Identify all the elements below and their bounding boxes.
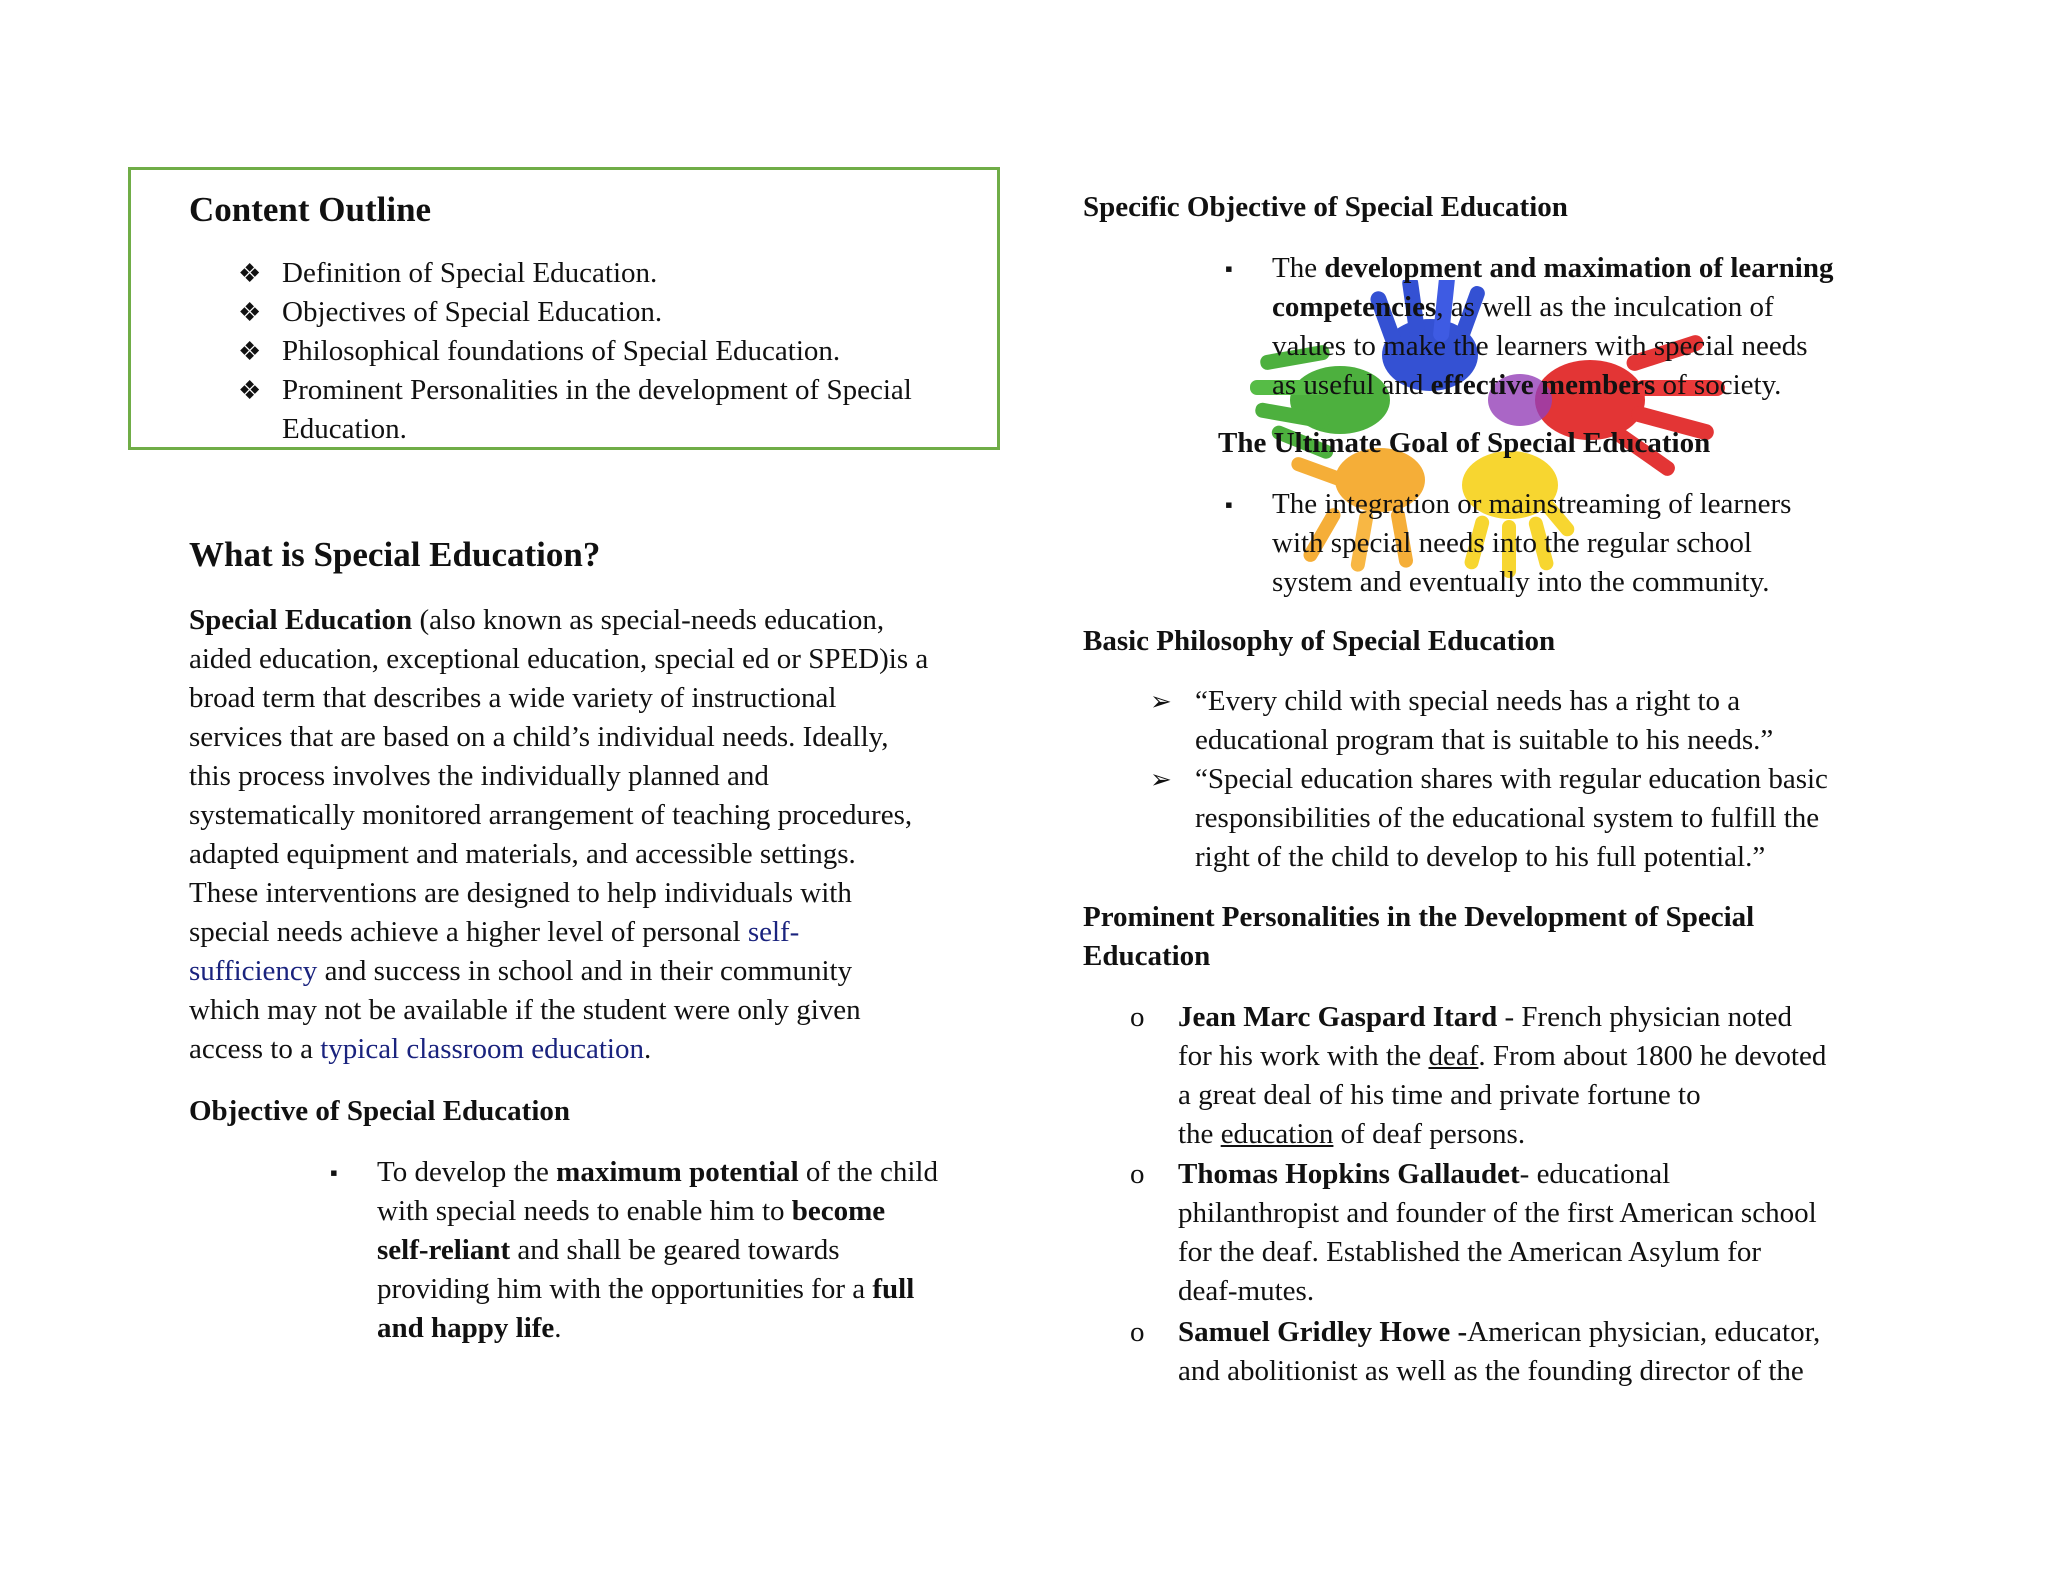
- education-link[interactable]: education: [1220, 1118, 1334, 1150]
- diamond-bullet-icon: ❖: [238, 376, 262, 405]
- self-sufficiency-link[interactable]: self-: [747, 916, 800, 948]
- diamond-bullet-icon: ❖: [238, 259, 262, 288]
- arrow-bullet-icon: ➢: [1150, 765, 1172, 794]
- typical-classroom-education-link[interactable]: typical classroom education: [320, 1033, 644, 1065]
- philosophy-quote: ➢ “Every child with special needs has a right to a educational program that is suitable to his needs.”: [1150, 682, 2030, 760]
- personalities-list: [1130, 998, 2030, 1393]
- outline-item: ❖ Objectives of Special Education.: [230, 293, 990, 332]
- square-bullet-icon: ▪: [330, 1160, 338, 1185]
- personality-entry-howe: o Samuel Gridley Howe -American physician, educator, and abolitionist as well as the founding director of the: [1130, 1313, 2030, 1393]
- what-is-heading: What is Special Education?: [189, 535, 601, 574]
- deaf-link[interactable]: deaf: [1428, 1040, 1479, 1072]
- what-is-paragraph: Special Education (also known as special-needs education, aided education, exceptional education, special ed or SPED)is a broad term that describes a wide variety of instructional services that are based on a child’s individual needs. Ideally, this process involves the individually planned and systematically monitored arrangement of teaching procedures, adapted equipment and materials, and accessible settings. These interventions are designed to help individuals with special needs achieve a higher level of personal self- sufficiency and success in school and in their community which may not be available if the student were only given access to a typical classroom education.: [189, 604, 929, 1065]
- specific-objective-heading: Specific Objective of Special Education: [1083, 191, 1568, 223]
- diamond-bullet-icon: ❖: [238, 298, 262, 327]
- philosophy-heading: Basic Philosophy of Special Education: [1083, 625, 1556, 657]
- outline-item: ❖ Philosophical foundations of Special Education.: [230, 332, 990, 371]
- outline-item: ❖ Definition of Special Education.: [230, 254, 990, 293]
- outline-title: Content Outline: [189, 190, 432, 229]
- personality-entry-gallaudet: o Thomas Hopkins Gallaudet- educational philanthropist and founder of the first American school for the deaf. Established the American Asylum for deaf-mutes.: [1130, 1155, 2030, 1313]
- outline-item-continued: Education.: [282, 413, 407, 445]
- personalities-heading: Prominent Personalities in the Development of Special Education: [1083, 901, 1755, 972]
- circle-bullet-icon: o: [1130, 1158, 1145, 1190]
- philosophy-quote: ➢ “Special education shares with regular education basic responsibilities of the educational system to fulfill the right of the child to develop to his full potential.”: [1150, 760, 2030, 877]
- philosophy-list: [1150, 682, 2030, 877]
- circle-bullet-icon: o: [1130, 1316, 1145, 1348]
- objective-heading: Objective of Special Education: [189, 1095, 571, 1127]
- arrow-bullet-icon: ➢: [1150, 687, 1172, 716]
- outline-item: ❖ Prominent Personalities in the development of Special: [230, 371, 990, 410]
- self-sufficiency-link-continued[interactable]: sufficiency: [189, 955, 318, 987]
- circle-bullet-icon: o: [1130, 1001, 1145, 1033]
- personality-entry-itard: o Jean Marc Gaspard Itard - French physician noted for his work with the deaf. From about 1800 he devoted a great deal of his time and private fortune to the education of deaf persons.: [1130, 998, 2030, 1155]
- diamond-bullet-icon: ❖: [238, 337, 262, 366]
- outline-list: [230, 254, 990, 449]
- square-bullet-icon: ▪: [1225, 492, 1233, 517]
- square-bullet-icon: ▪: [1225, 256, 1233, 281]
- ultimate-goal-heading: The Ultimate Goal of Special Education: [1218, 427, 1711, 459]
